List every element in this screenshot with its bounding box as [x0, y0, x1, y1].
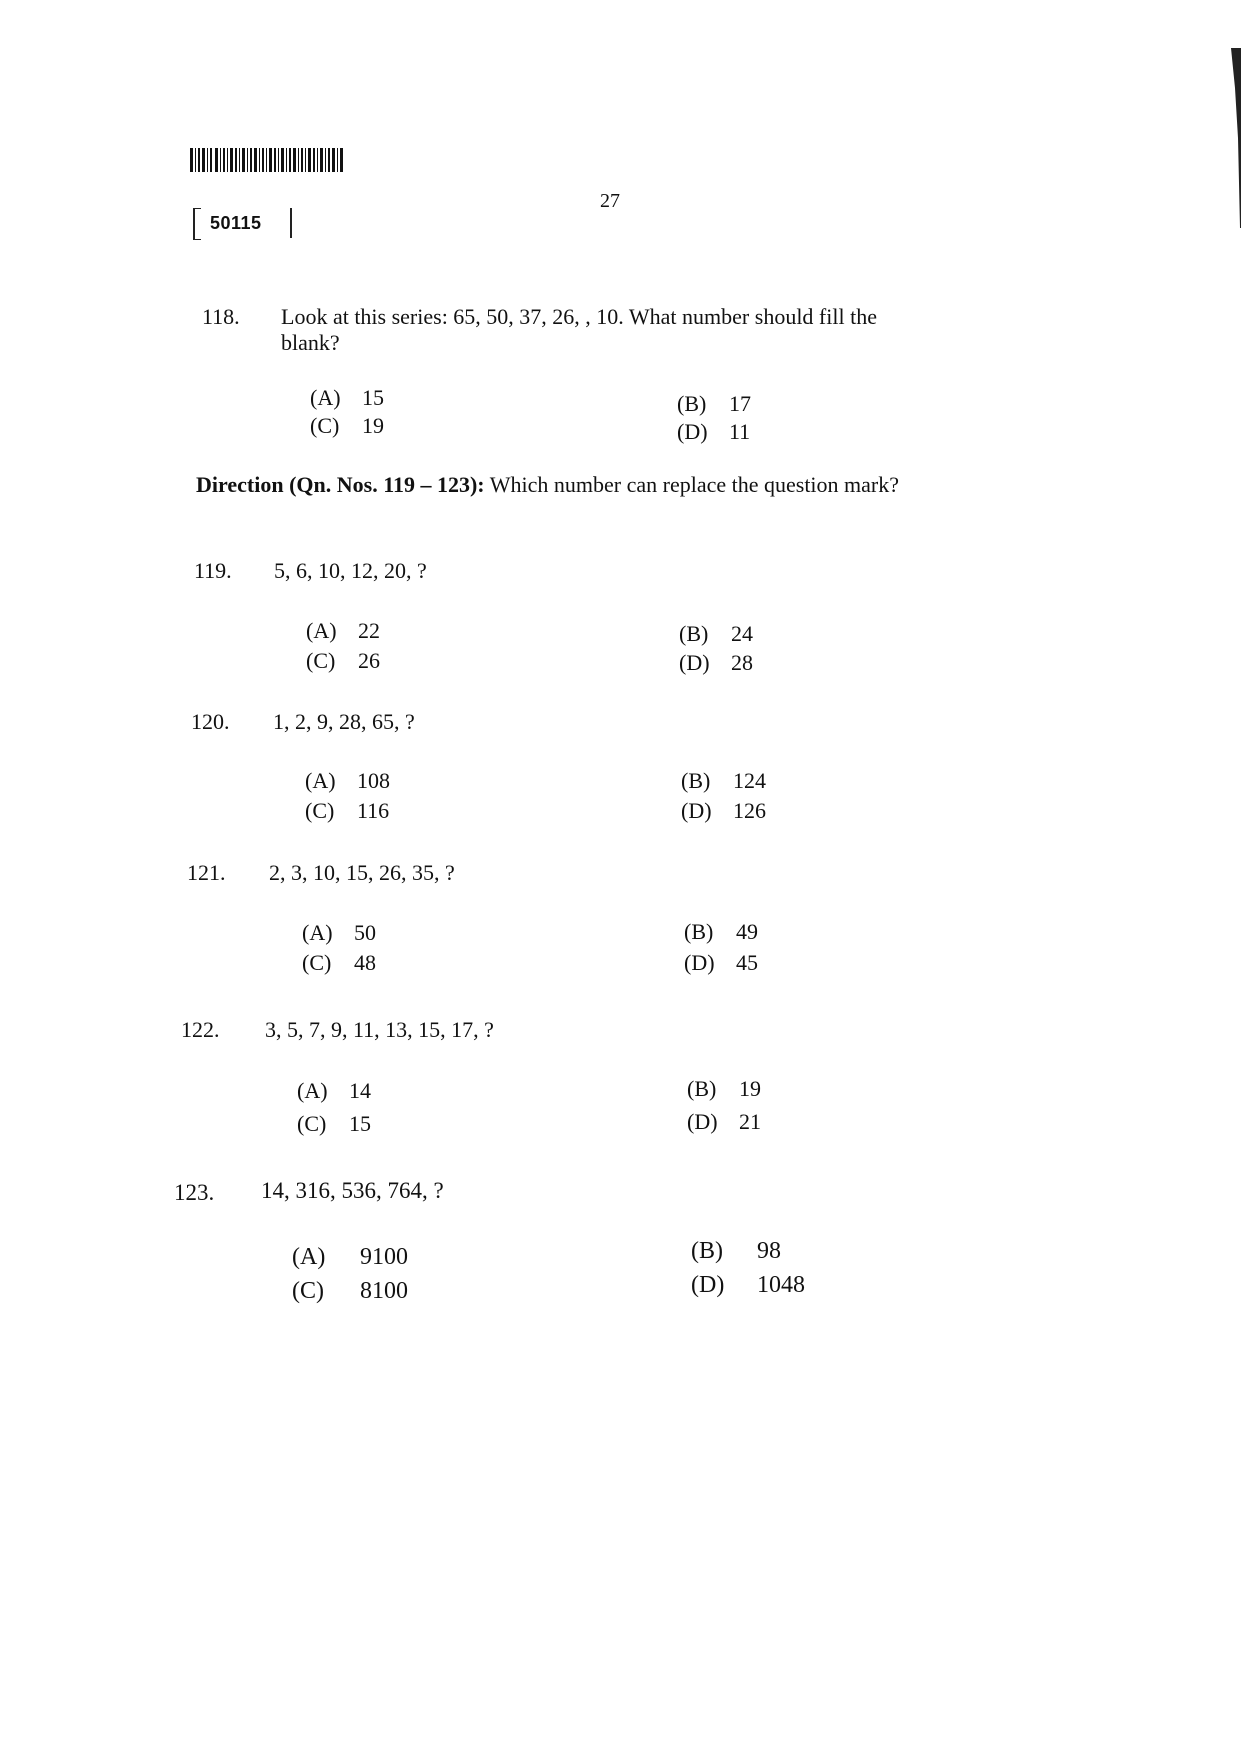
option-d[interactable]: (D) 28 — [679, 650, 753, 675]
option-a[interactable]: (A) 9100 — [292, 1244, 408, 1270]
question-text: Look at this series: 65, 50, 37, 26, , 10. What number should fill the — [281, 304, 877, 329]
question-number: 121. — [187, 860, 226, 885]
question-text: 5, 6, 10, 12, 20, ? — [274, 558, 427, 583]
option-c[interactable]: (C) 116 — [305, 798, 390, 823]
question-text: 2, 3, 10, 15, 26, 35, ? — [269, 860, 455, 885]
option-d[interactable]: (D) 21 — [687, 1109, 761, 1134]
paper-code: 50115 — [210, 213, 262, 233]
option-c[interactable]: (C) 15 — [297, 1111, 371, 1136]
option-c[interactable]: (C) 8100 — [292, 1278, 408, 1304]
direction-heading: Direction (Qn. Nos. 119 – 123): — [196, 472, 485, 497]
option-a[interactable]: (A) 22 — [306, 618, 380, 643]
option-d[interactable]: (D) 1048 — [691, 1272, 805, 1298]
option-d[interactable]: (D) 11 — [677, 419, 751, 444]
option-b[interactable]: (B) 19 — [687, 1076, 761, 1101]
option-c[interactable]: (C) 26 — [306, 648, 380, 673]
question-text: 3, 5, 7, 9, 11, 13, 15, 17, ? — [265, 1017, 494, 1042]
option-b[interactable]: (B) 49 — [684, 919, 758, 944]
question-text: 14, 316, 536, 764, ? — [261, 1178, 444, 1203]
barcode-icon — [190, 148, 343, 172]
option-b[interactable]: (B) 17 — [677, 391, 751, 416]
question-number: 118. — [202, 304, 240, 329]
question-text: 1, 2, 9, 28, 65, ? — [273, 709, 415, 734]
option-b[interactable]: (B) 124 — [681, 768, 766, 793]
option-a[interactable]: (A) 50 — [302, 920, 376, 945]
option-b[interactable]: (B) 98 — [691, 1238, 781, 1264]
question-number: 123. — [174, 1180, 215, 1205]
question-number: 122. — [181, 1017, 220, 1042]
question-number: 120. — [191, 709, 230, 734]
direction-body: Which number can replace the question mark? — [484, 472, 900, 497]
question-number: 119. — [194, 558, 232, 583]
page-number: 27 — [600, 190, 620, 212]
option-b[interactable]: (B) 24 — [679, 621, 753, 646]
option-a[interactable]: (A) 14 — [297, 1078, 371, 1103]
direction-text — [196, 472, 1028, 498]
question-text-cont: blank? — [281, 330, 340, 355]
option-c[interactable]: (C) 48 — [302, 950, 376, 975]
option-d[interactable]: (D) 126 — [681, 798, 766, 823]
option-a[interactable]: (A) 108 — [305, 768, 390, 793]
option-d[interactable]: (D) 45 — [684, 950, 758, 975]
option-a[interactable]: (A) 15 — [310, 385, 384, 410]
option-c[interactable]: (C) 19 — [310, 413, 384, 438]
scan-edge-mark — [1227, 48, 1241, 228]
